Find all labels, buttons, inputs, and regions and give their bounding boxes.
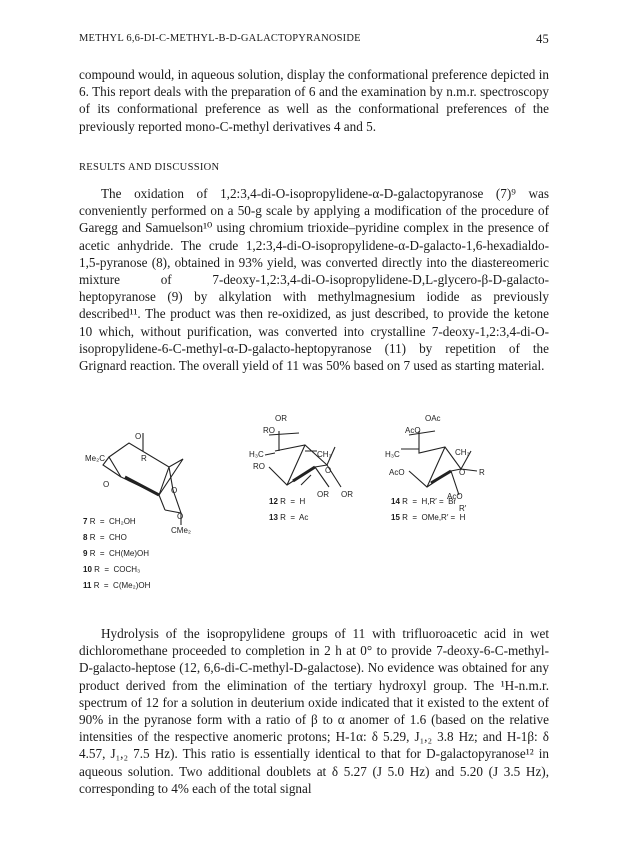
compound-9: 9 R = CH(Me)OH [83, 549, 150, 558]
paragraph-hydrolysis: Hydrolysis of the isopropylidene groups of 11 with trifluoroacetic acid in wet dichloromethane proceeded to completion in 2 h at 0° to provide 7-deoxy-6-C-methyl-D-galacto-heptose (12, 6,6-di-C-methyl-D-galactose). No evidence was obtained for any product derived from the elimination of the tertiary hydroxyl group. The ¹H-n.m.r. spectrum of 12 for a solution in deuterium oxide indicated that it existed to the extent of 90% in the pyranose form with a ratio of β to α anomer of 1.6 (based on the relative intensities of the respective anomeric protons; H-1α: δ 5.29, J₁,₂ 3.8 Hz; and H-1β: δ 4.57, J₁,₂ 7.5 Hz). This ratio is essentially identical to that for D-galactopyranose¹² in aqueous solution. Two additional doublets at δ 5.27 (J 5.0 Hz) and 5.20 (J 3.5 Hz), corresponding to 4% each of the total signal [79, 626, 549, 796]
svg-text:O: O [325, 466, 332, 475]
svg-text:H₃C: H₃C [249, 450, 264, 459]
svg-text:CH₃: CH₃ [455, 448, 470, 457]
svg-text:AcO: AcO [389, 468, 405, 477]
running-head [79, 33, 549, 49]
chemical-scheme [79, 395, 549, 595]
svg-text:O: O [177, 512, 184, 521]
compound-10: 10 R = COCH₃ [83, 565, 141, 574]
structure-7-11 [103, 433, 183, 525]
svg-text:AcO: AcO [405, 426, 421, 435]
svg-text:O: O [103, 480, 110, 489]
structure-drawings [79, 395, 549, 595]
svg-text:OR: OR [341, 490, 353, 499]
structure-14-15 [401, 431, 477, 495]
svg-text:OAc: OAc [425, 414, 441, 423]
svg-text:O: O [171, 486, 178, 495]
paragraph-intro: compound would, in aqueous solution, display the conformational preference depicted in 6. This report deals with the preparation of 6 and the examination by n.m.r. spectroscopy of its conformational preference as well as the conformational preferences of the previously reported mono-C-methyl derivatives 4 and 5. [79, 67, 549, 134]
compound-8: 8 R = CHO [83, 533, 127, 542]
svg-text:RO: RO [253, 462, 265, 471]
structure-12-13 [265, 431, 341, 487]
compound-13: 13 R = Ac [269, 513, 309, 522]
svg-text:R: R [141, 454, 147, 463]
svg-text:CH₃: CH₃ [317, 450, 332, 459]
running-head-title: METHYL 6,6-DI-C-METHYL-Β-D-GALACTOPYRANOSIDE [79, 33, 361, 44]
svg-text:CMe₂: CMe₂ [171, 526, 191, 535]
svg-text:H₃C: H₃C [385, 450, 400, 459]
section-heading: RESULTS AND DISCUSSION [79, 162, 220, 173]
svg-text:AcO: AcO [447, 492, 463, 501]
svg-text:RO: RO [263, 426, 275, 435]
svg-text:R′: R′ [459, 504, 467, 513]
svg-text:O: O [459, 468, 466, 477]
svg-text:OR: OR [275, 414, 287, 423]
paragraph-oxidation: The oxidation of 1,2:3,4-di-O-isopropylidene-α-D-galactopyranose (7)⁹ was conveniently performed on a 50-g scale by applying a modification of the procedure of Garegg and Samuelson¹⁰ using chromium trioxide–pyridine complex in the presence of acetic anhydride. The crude 1,2:3,4-di-O-isopropylidene-α-D-galacto-1,6-hexadialdo-1,5-pyranose (8), obtained in 93% yield, was converted directly into the diastereomeric mixture of 7-deoxy-1,2:3,4-di-O-isopropylidene-D,L-glycero-β-D-galacto-heptopyranose (9) by alkylation with methylmagnesium iodide as previously described¹¹. The product was then re-oxidized, as just described, to provide the ketone 10 which, without purification, was converted into crystalline 7-deoxy-1,2:3,4-di-O-isopropylidene-6-C-methyl-α-D-galacto-heptopyranose (11) by repetition of the Grignard reaction. The overall yield of 11 was 50% based on 7 used as starting material. [79, 186, 549, 374]
compound-7: 7 R = CH₂OH [83, 517, 136, 526]
page-number: 45 [536, 32, 549, 46]
compound-14: 14 R = H,R′ = Br [391, 497, 457, 506]
compound-12: 12 R = H [269, 497, 306, 506]
svg-text:O: O [135, 432, 142, 441]
svg-text:R: R [479, 468, 485, 477]
compound-15: 15 R = OMe,R′ = H [391, 513, 466, 522]
svg-text:OR: OR [317, 490, 329, 499]
svg-text:Me₂C: Me₂C [85, 454, 105, 463]
compound-11: 11 R = C(Me₂)OH [83, 581, 151, 590]
